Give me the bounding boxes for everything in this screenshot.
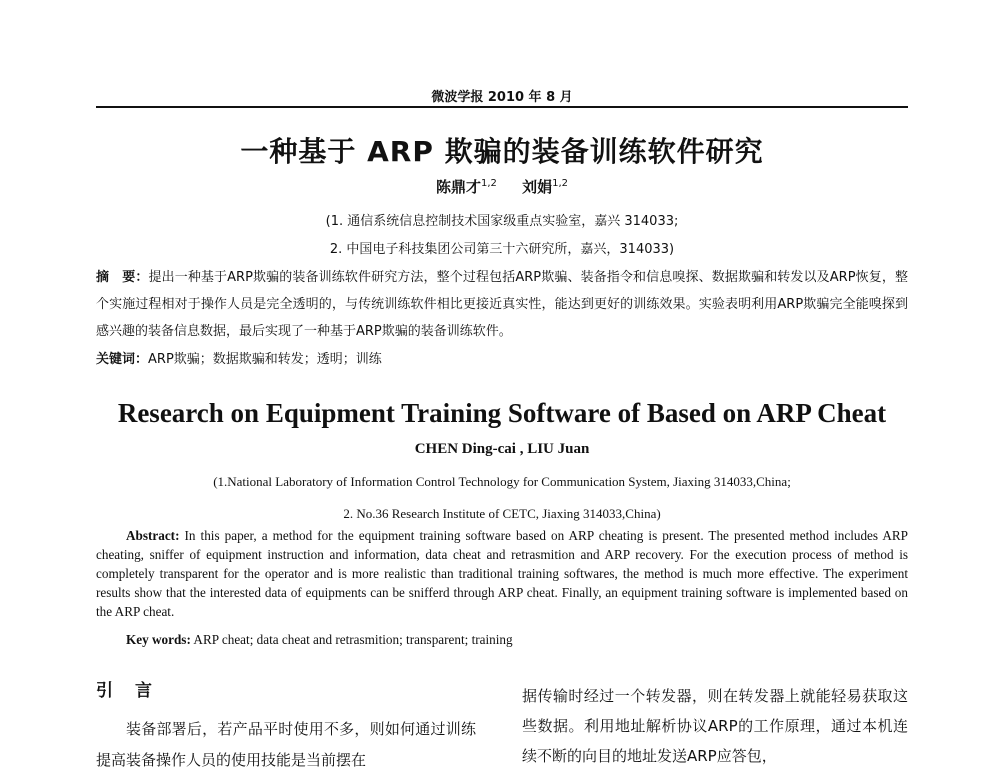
english-keywords xyxy=(126,632,906,648)
author-name: 陈鼎才 xyxy=(435,178,481,196)
english-authors: CHEN Ding-cai , LIU Juan xyxy=(414,441,590,457)
body-text-left-column: 装备部署后，若产品平时使用不多，则如何通过训练提高装备操作人员的使用技能是当前摆在 xyxy=(96,720,476,769)
english-affiliation-1: (1.National Laboratory of Information Control Technology for Communication System, Jiaxing 314033,China; xyxy=(213,474,791,489)
body-text-right-column: 据传输时经过一个转发器，则在转发器上就能轻易获取这些数据。利用地址解析协议ARP的工作原理，通过本机连续不断的向目的地址发送ARP应答包， xyxy=(522,687,908,765)
chinese-authors xyxy=(96,176,908,197)
author-affiliation-mark: 1,2 xyxy=(480,178,497,189)
english-title: Research on Equipment Training Software of Based on ARP Cheat xyxy=(117,398,887,428)
section-heading-introduction: 引言 xyxy=(96,681,174,701)
author-2 xyxy=(522,178,568,196)
chinese-abstract-label: 摘 要： xyxy=(96,270,149,285)
author-1 xyxy=(436,178,497,196)
journal-header: 微波学报 2010 年 8 月 xyxy=(431,90,573,105)
english-abstract xyxy=(96,526,908,621)
chinese-affiliation-1: (1. 通信系统信息控制技术国家级重点实验室，嘉兴 314033; xyxy=(325,214,679,229)
english-abstract-label: Abstract: xyxy=(126,528,180,543)
chinese-affiliation-2: 2. 中国电子科技集团公司第三十六研究所，嘉兴，314033) xyxy=(329,242,675,257)
chinese-title: 一种基于 ARP 欺骗的装备训练软件研究 xyxy=(240,135,764,168)
chinese-abstract-text: 提出一种基于ARP欺骗的装备训练软件研究方法，整个过程包括ARP欺骗、装备指令和信息嗅探、数据欺骗和转发以及ARP恢复，整个实施过程相对于操作人员是完全透明的，与传统训练软件相比更接近真实性，能达到更好的训练效果。实验表明利用ARP欺骗完全能嗅探到感兴趣的装备信息数据，最后实现了一种基于ARP欺骗的装备训练软件。 xyxy=(96,270,908,339)
chinese-abstract xyxy=(96,264,908,345)
english-keywords-label: Key words: xyxy=(126,632,191,647)
author-affiliation-mark: 1,2 xyxy=(552,178,569,189)
chinese-keywords-text: ARP欺骗；数据欺骗和转发；透明；训练 xyxy=(148,352,382,367)
english-abstract-text: In this paper, a method for the equipment training software based on ARP cheating is present. The presented method includes ARP cheating, sniffer of equipment instruction and information, data cheat and retrasmition and ARP recovery. For the execution process of method is completely transparent for the operator and is more realistic than traditional training softwares, the method is much more effective. The experiment results show that the interested data of equipments can be snifferd through ARP cheat. Finally, an equipment training software is implemented based on the ARP cheat. xyxy=(96,528,909,619)
header-divider xyxy=(96,106,908,108)
english-affiliation-2: 2. No.36 Research Institute of CETC, Jiaxing 314033,China) xyxy=(343,506,661,521)
chinese-keywords-label: 关键词： xyxy=(96,352,149,367)
english-keywords-text: ARP cheat; data cheat and retrasmition; transparent; training xyxy=(193,632,513,647)
chinese-keywords xyxy=(96,348,908,367)
author-name: 刘娟 xyxy=(522,178,553,196)
